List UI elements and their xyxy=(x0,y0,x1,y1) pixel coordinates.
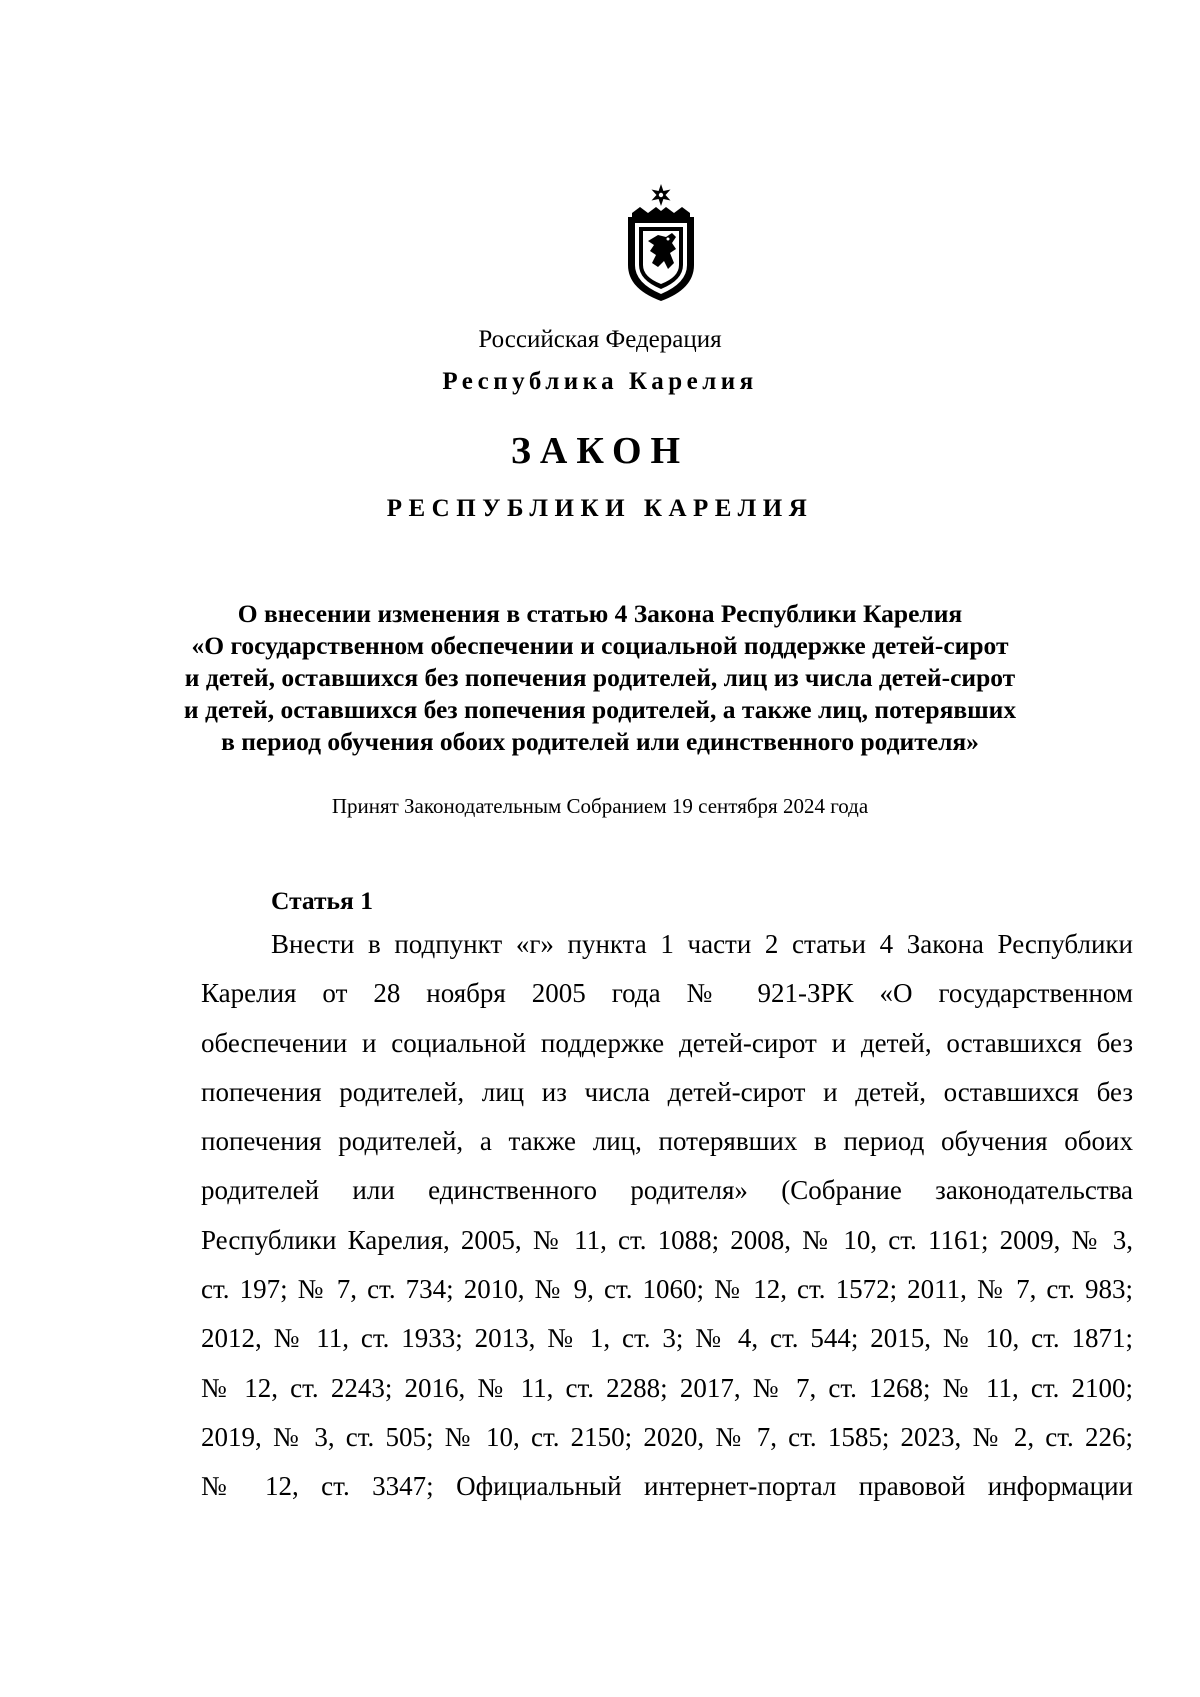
article-line: 2012, № 11, ст. 1933; 2013, № 1, ст. 3; № 4, ст. 544; 2015, № 10, ст. 1871; xyxy=(201,1323,1133,1354)
law-title-line: в период обучения обоих родителей или единственного родителя» xyxy=(221,727,979,756)
article-line: Внести в подпункт «г» пункта 1 части 2 статьи 4 Закона Республики xyxy=(271,929,1133,959)
document-type: ЗАКОН xyxy=(510,430,690,472)
law-title xyxy=(0,598,1200,758)
law-title-line: и детей, оставшихся без попечения родителей, лиц из числа детей-сирот xyxy=(184,663,1016,692)
document-type-subtitle: РЕСПУБЛИКИ КАРЕЛИЯ xyxy=(386,495,814,522)
article-line: попечения родителей, лиц из числа детей-сирот и детей, оставшихся без xyxy=(201,1076,1133,1107)
federation-label: Российская Федерация xyxy=(478,326,722,353)
republic-label: Республика Карелия xyxy=(442,368,758,395)
article-line: попечения родителей, а также лиц, потерявших в период обучения обоих xyxy=(201,1126,1133,1157)
law-title-line: «О государственном обеспечении и социальной поддержке детей-сирот xyxy=(191,631,1009,660)
karelia-coat-of-arms-icon xyxy=(618,183,704,305)
article-line: Карелия от 28 ноября 2005 года № 921-ЗРК «О государственном xyxy=(201,978,1133,1009)
article-line: Республики Карелия, 2005, № 11, ст. 1088; 2008, № 10, ст. 1161; 2009, № 3, xyxy=(201,1224,1133,1255)
law-title-line: О внесении изменения в статью 4 Закона Республики Карелия xyxy=(237,599,963,628)
article-line: родителей или единственного родителя» (Собрание законодательства xyxy=(201,1175,1133,1206)
adoption-note: Принят Законодательным Собранием 19 сентября 2024 года xyxy=(331,794,869,818)
article-line: № 12, ст. 2243; 2016, № 11, ст. 2288; 2017, № 7, ст. 1268; № 11, ст. 2100; xyxy=(201,1372,1133,1403)
article-heading: Статья 1 xyxy=(271,886,373,915)
law-title-line: и детей, оставшихся без попечения родителей, а также лиц, потерявших xyxy=(183,695,1017,724)
article-line: 2019, № 3, ст. 505; № 10, ст. 2150; 2020, № 7, ст. 1585; 2023, № 2, ст. 226; xyxy=(201,1421,1133,1452)
article-line: № 12, ст. 3347; Официальный интернет-портал правовой информации xyxy=(201,1471,1133,1502)
article-body xyxy=(201,920,1133,1512)
article-line: обеспечении и социальной поддержке детей-сирот и детей, оставшихся без xyxy=(201,1027,1133,1058)
article-line: ст. 197; № 7, ст. 734; 2010, № 9, ст. 1060; № 12, ст. 1572; 2011, № 7, ст. 983; xyxy=(201,1274,1133,1305)
